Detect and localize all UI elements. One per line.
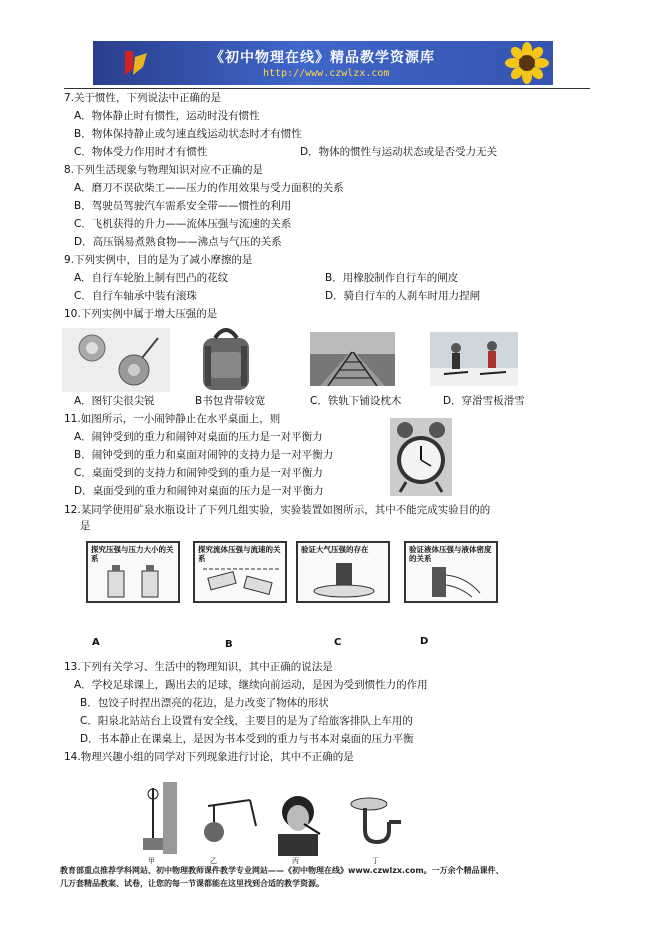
q12-stem: 12.某同学使用矿泉水瓶设计了下列几组实验，实验装置如图所示，其中不能完成实验目的的 [64,504,491,516]
q8-option-a: A．磨刀不误砍柴工——压力的作用效果与受力面积的关系 [74,182,344,194]
q14-stem: 14.物理兴趣小组的同学对下列现象进行讨论，其中不正确的是 [64,751,354,763]
q10-option-d: D．穿滑雪板滑雪 [443,395,525,407]
q7-option-b: B．物体保持静止或匀速直线运动状态时才有惯性 [74,128,302,140]
q12-box-d [404,541,498,603]
footer-line-2: 几万套精品教案、试卷，让您的每一节课都能在这里找到合适的教学资源。 [60,879,324,888]
bottle-in-water-icon [308,563,378,599]
q8-option-d: D．高压锅易煮熟食物——沸点与气压的关系 [74,236,282,248]
q12-box-b-label: 探究流体压强与流速的关系 [198,545,281,563]
q12-box-a [86,541,180,603]
banner-title: 《初中物理在线》精品教学资源库 [210,50,435,66]
q12-box-d-label: 验证液体压强与液体密度的关系 [409,545,492,563]
q12-box-b [193,541,287,603]
q12-letter-d: D [420,636,429,647]
q11-option-d: D．桌面受到的重力和闹钟对桌面的压力是一对平衡力 [74,485,324,497]
q9-stem: 9.下列实例中，目的是为了减小摩擦的是 [64,254,253,266]
q11-option-b: B．闹钟受到的重力和桌面对闹钟的支持力是一对平衡力 [74,449,334,461]
q13-option-a: A．学校足球课上，踢出去的足球，继续向前运动，是因为受到惯性力的作用 [74,679,428,691]
bottles-icon [102,565,166,599]
q7-stem: 7.关于惯性，下列说法中正确的是 [64,92,222,104]
q7-option-d: D．物体的惯性与运动状态或是否受力无关 [300,146,498,158]
q14-label-bing: 丙 [292,857,299,865]
q13-option-d: D．书本静止在课桌上，是因为书本受到的重力与书本对桌面的压力平衡 [80,733,414,745]
backpack-image [195,322,257,394]
q13-option-b: B．包饺子时捏出漂亮的花边，是力改变了物体的形状 [80,697,329,709]
q9-option-c: C．自行车轴承中装有滚珠 [74,290,197,302]
q7-option-a: A．物体静止时有惯性，运动时没有惯性 [74,110,260,122]
q9-option-b: B．用橡胶制作自行车的闸皮 [325,272,459,284]
q10-option-a: A．图钉尖很尖锐 [74,395,155,407]
q14-label-jia: 甲 [148,857,155,865]
q10-option-b: B书包背带较宽 [195,395,266,407]
q12-letter-b: B [225,639,233,650]
q12-letter-a: A [92,637,100,648]
q11-option-a: A．闹钟受到的重力和闹钟对桌面的压力是一对平衡力 [74,431,323,443]
q12-stem-end: 是 [80,520,91,532]
q7-option-c: C．物体受力作用时才有惯性 [74,146,208,158]
q14-label-yi: 乙 [210,857,217,865]
q12-box-c-label: 验证大气压强的存在 [301,545,369,554]
barometer-image [133,782,181,854]
bottles-airflow-icon [201,565,281,599]
header-rule [64,88,590,89]
sink-drain-image [345,794,405,856]
q12-letter-c: C [334,637,342,648]
q14-label-ding: 丁 [372,857,379,865]
q9-option-a: A．自行车轮胎上制有凹凸的花纹 [74,272,229,284]
alarm-clock-image [390,418,452,496]
q8-option-b: B．驾驶员驾驶汽车需系安全带——惯性的利用 [74,200,292,212]
q10-stem: 10.下列实例中属于增大压强的是 [64,308,218,320]
skiing-image [430,332,518,386]
banner-url: http://www.czwlzx.com [263,68,390,79]
q11-stem: 11.如图所示，一小闹钟静止在水平桌面上，则 [64,413,281,425]
thumbtack-image [62,328,170,392]
q12-box-a-label: 探究压强与压力大小的关系 [91,545,174,563]
q13-option-c: C．阳泉北站站台上设置有安全线，主要目的是为了给旅客排队上车用的 [80,715,413,727]
bottle-water-jets-icon [420,563,486,599]
q11-option-c: C．桌面受到的支持力和闹钟受到的重力是一对平衡力 [74,467,323,479]
q8-option-c: C．飞机获得的升力——流体压强与流速的关系 [74,218,292,230]
header-banner [93,41,553,85]
q9-option-d: D．骑自行车的人刹车时用力捏闸 [325,290,481,302]
railway-track-image [310,332,395,386]
q12-box-c [296,541,390,603]
sunflower-icon [505,42,549,84]
footer-line-1: 教育部重点推荐学科网站、初中物理教师课件教学专业网站——《初中物理在线》www.czwlzx.com。一万余个精品课件、 [60,866,504,875]
q8-stem: 8.下列生活现象与物理知识对应不正确的是 [64,164,264,176]
q13-stem: 13.下列有关学习、生活中的物理知识，其中正确的说法是 [64,661,333,673]
q10-option-c: C．铁轨下铺设枕木 [310,395,402,407]
site-logo-icon [121,47,151,79]
water-tube-image [198,796,262,856]
person-drinking-image [268,790,326,856]
